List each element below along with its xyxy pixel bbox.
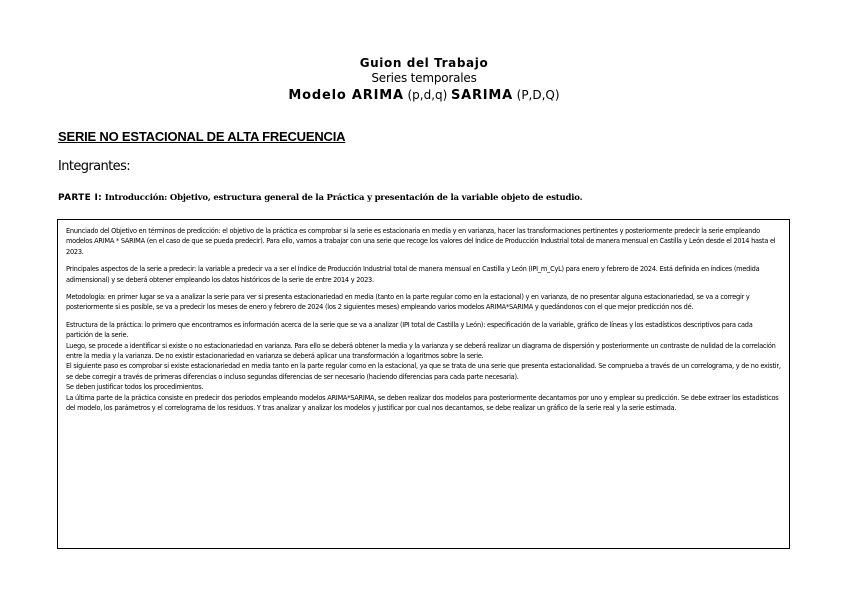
document-header xyxy=(0,56,848,105)
part-lead: PARTE I: xyxy=(58,193,103,203)
paragraph-variance: Luego, se procede a identificar si existe o no estacionariedad en varianza. Para ello se deberá obtener la media y la varianza y se deberá realizar un diagrama de dispersión y posteriormente un contraste de nulidad de la correlación entre la media y la varianza. De no existir estacionariedad en varianza se deberá aplicar una transformación a logaritmos sobre la serie. xyxy=(66,341,776,361)
document-title: Guion del Trabajo xyxy=(359,56,489,70)
integrantes-label: Integrantes: xyxy=(58,159,131,174)
paragraph-mean: El siguiente paso es comprobar si existe estacionariedad en media tanto en la parte regular como en la estacional, ya que se trata de una serie que presenta estacionalidad. Se comprueba a través de un correlograma, y de no existir, se debe corregir a través de primeras diferencias o incluso segundas diferencias de ser necesario (haciendo diferencias para cada parte necesaria). xyxy=(66,362,781,381)
paragraph-objective: Enunciado del Objetivo en términos de predicción: el objetivo de la práctica es comprobar si la serie es estacionaria en media y en varianza, hacer las transformaciones pertinentes y posteriormente predecir la serie empleando modelos ARIMA * SARIMA (en el caso de que se pueda predecir). Para ello, vamos a trabajar con una serie que recoge los valores del Índice de Producción Industrial total de manera mensual en Castilla y León desde el 2014 hasta el 2023. xyxy=(66,227,776,256)
paragraph-structure: Estructura de la práctica: lo primero que encontramos es información acerca de la serie que se va a analizar (IPI total de Castilla y León): especificación de la variable, gráfico de líneas y los estadísticos descriptivos para cada partición de la serie. xyxy=(66,320,753,340)
model-line xyxy=(0,86,848,105)
content-box xyxy=(57,219,790,549)
model-sarima-params: (P,D,Q) xyxy=(516,88,560,102)
paragraph-prediction: La última parte de la práctica consiste en predecir dos periodos empleando modelos ARIMA*SARIMA, se deben realizar dos modelos para posteriormente decantarnos por uno y emplear su predicción. Se debe extraer los estadísticos del modelo, los parámetros y el correlograma de los residuos. Y tras analizar y analizar los modelos y justificar por cual nos decantamos, se debe realizar un gráfico de la serie real y la serie estimada. xyxy=(66,393,779,413)
model-arima-params: (p,d,q) xyxy=(407,88,448,102)
paragraph-methodology: Metodología: en primer lugar se va a analizar la serie para ver si presenta estacionariedad en media (tanto en la parte regular como en la estacional) y en varianza, de no presentar alguna estacionariedad, se va a corregir y posteriormente si es posible, se va a predecir los meses de enero y febrero de 2024 (los 2 siguientes meses) empleando varios modelos ARIMA*SARIMA y quedándonos con el que mejor predicción nos dé. xyxy=(66,293,750,312)
model-arima-label: Modelo ARIMA xyxy=(288,88,404,103)
section-title: SERIE NO ESTACIONAL DE ALTA FRECUENCIA xyxy=(58,129,346,144)
part-text: Introducción: Objetivo, estructura general de la Práctica y presentación de la variable objeto de estudio. xyxy=(104,193,583,203)
model-sarima-label: SARIMA xyxy=(450,88,514,103)
paragraph-variable: Principales aspectos de la serie a predecir: la variable a predecir va a ser el Índice de Producción Industrial total de manera mensual en Castilla y León (IPI_m_CyL) para enero y febrero de 2024. Está definida en índices (medida adimensional) y se deberá obtener empleando los datos históricos de la serie de entre 2014 y 2023. xyxy=(66,265,760,284)
paragraph-justify: Se deben justificar todos los procedimientos. xyxy=(66,383,204,392)
document-subtitle: Series temporales xyxy=(371,71,477,85)
part-heading xyxy=(58,193,818,203)
